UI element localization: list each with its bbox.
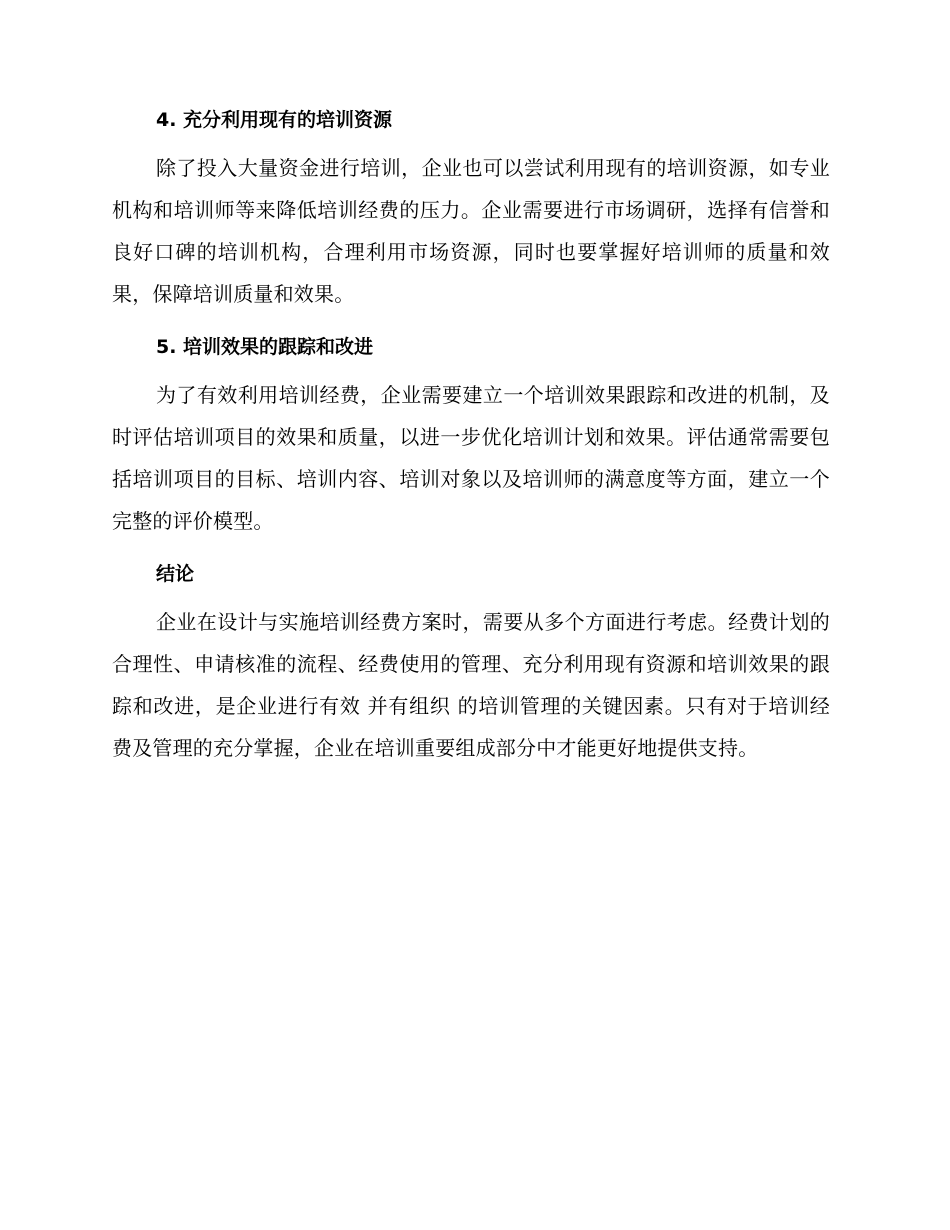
section-heading: 结论 — [156, 563, 195, 585]
section-paragraph: 除了投入大量资金进行培训，企业也可以尝试利用现有的培训资源，如专业机构和培训师等来降低培训经费的压力。企业需要进行市场调研，选择有信誉和良好口碑的培训机构，合理利用市场资源，同时也要掌握好培训师的质量和效果，保障培训质量和效果。 — [112, 156, 830, 306]
section-paragraph: 企业在设计与实施培训经费方案时，需要从多个方面进行考虑。经费计划的合理性、申请核准的流程、经费使用的管理、充分利用现有资源和培训效果的跟踪和改进，是企业进行有效 并有组织 的培训管理的关键因素。只有对于培训经费及管理的充分掌握，企业在培训重要组成部分中才能更好地提供支持。 — [112, 610, 830, 760]
section-paragraph: 为了有效利用培训经费，企业需要建立一个培训效果跟踪和改进的机制，及时评估培训项目的效果和质量，以进一步优化培训计划和效果。评估通常需要包括培训项目的目标、培训内容、培训对象以及培训师的满意度等方面，建立一个完整的评价模型。 — [112, 383, 830, 533]
section-training-followup — [112, 333, 830, 542]
section-heading: 4. 充分利用现有的培训资源 — [156, 109, 393, 131]
document-page — [112, 106, 830, 769]
section-training-resources — [112, 106, 830, 315]
section-conclusion — [112, 560, 830, 769]
section-heading: 5. 培训效果的跟踪和改进 — [156, 336, 374, 358]
